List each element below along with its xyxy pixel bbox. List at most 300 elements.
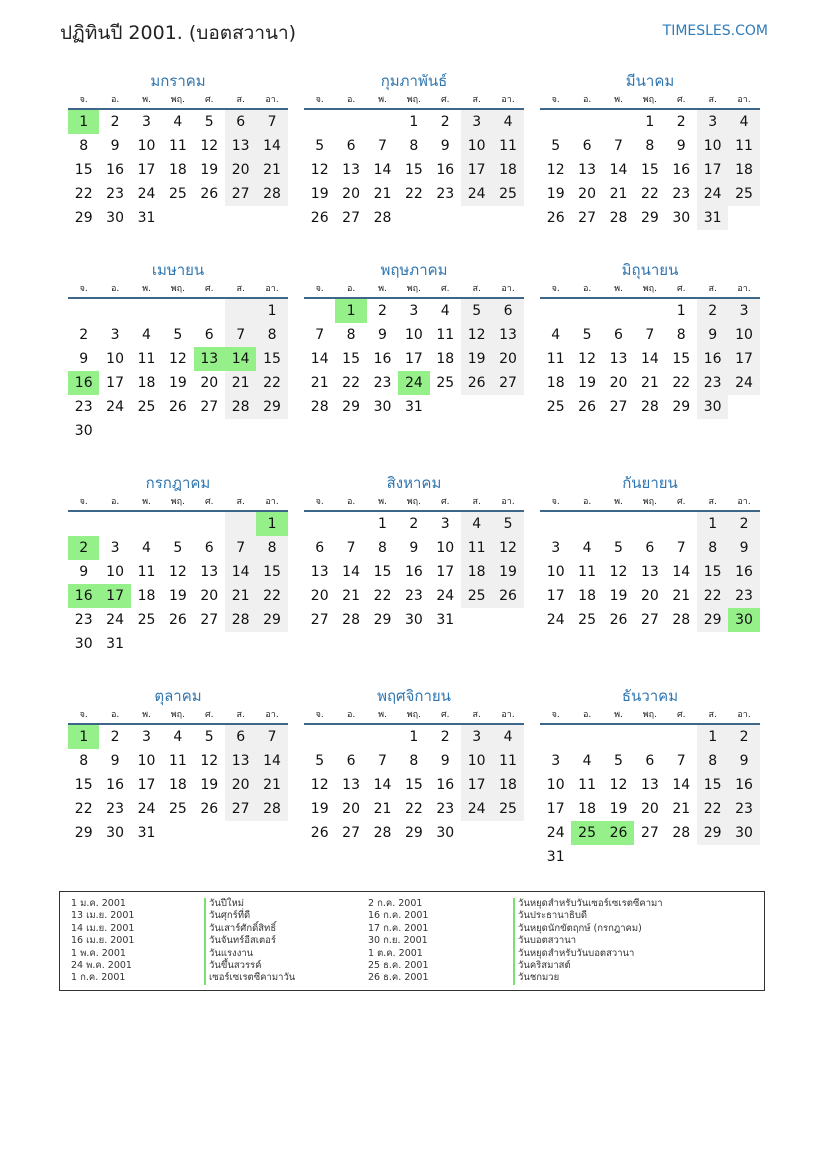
day-cell: 4	[142, 540, 151, 556]
weekday-label: จ.	[79, 497, 88, 507]
day-cell: 27	[342, 825, 360, 841]
weekday-label: อา.	[737, 284, 751, 294]
day-cell: 17	[697, 158, 728, 182]
day-cell: 1	[409, 729, 419, 745]
day-cell: 25	[168, 801, 187, 817]
day-cell: 12	[168, 564, 187, 580]
legend-holiday-name: วันปีใหม่	[204, 898, 295, 910]
month-title: กันยายน	[622, 474, 678, 492]
day-cell: 11	[728, 134, 759, 158]
day-cell: 24	[546, 612, 565, 628]
day-cell: 17	[137, 777, 156, 793]
day-cell: 9	[110, 138, 120, 154]
day-cell: 4	[492, 725, 523, 749]
day-cell: 14	[310, 351, 329, 367]
weekday-label: จ.	[315, 284, 324, 294]
day-grid	[540, 110, 760, 230]
empty-day-cell	[162, 821, 193, 845]
day-cell: 16	[373, 351, 392, 367]
day-cell: 29	[640, 210, 659, 226]
weekday-label: ศ.	[440, 284, 450, 294]
day-cell: 19	[578, 375, 596, 391]
day-cell: 3	[697, 110, 728, 134]
day-cell: 1	[256, 512, 287, 536]
day-cell: 8	[79, 753, 89, 769]
empty-day-cell	[194, 512, 225, 536]
day-cell: 12	[609, 564, 628, 580]
day-cell: 27	[640, 825, 659, 841]
weekday-label: พ.	[614, 95, 623, 105]
day-cell: 10	[461, 749, 492, 773]
day-cell: 23	[436, 801, 455, 817]
day-cell: 20	[640, 801, 659, 817]
month-block	[68, 472, 288, 656]
day-cell: 24	[728, 371, 759, 395]
legend-holiday-name: วันประธานาธิบดี	[513, 910, 663, 922]
day-cell: 22	[342, 375, 360, 391]
empty-day-cell	[99, 299, 130, 323]
day-cell: 1	[68, 725, 99, 749]
day-cell: 2	[728, 725, 759, 749]
empty-day-cell	[162, 632, 193, 656]
day-cell: 24	[546, 825, 565, 841]
day-cell: 9	[378, 327, 387, 343]
weekday-label: จ.	[551, 284, 560, 294]
weekday-label: ส.	[236, 710, 245, 720]
month-title: กรกฎาคม	[145, 474, 211, 492]
day-cell: 27	[200, 399, 219, 415]
day-cell: 12	[546, 162, 565, 178]
empty-day-cell	[492, 821, 523, 845]
empty-day-cell	[728, 845, 759, 869]
weekday-label: อ.	[582, 497, 592, 507]
day-cell: 8	[409, 138, 419, 154]
weekday-label: พ.	[378, 497, 387, 507]
empty-day-cell	[603, 299, 634, 323]
day-cell: 18	[168, 162, 187, 178]
day-cell: 25	[492, 797, 523, 821]
day-cell: 19	[310, 186, 329, 202]
day-cell: 14	[373, 777, 392, 793]
day-cell: 16	[728, 773, 759, 797]
holiday-legend	[59, 891, 765, 991]
empty-day-cell	[225, 821, 256, 845]
day-cell: 27	[225, 797, 256, 821]
day-cell: 15	[373, 564, 392, 580]
day-cell: 6	[645, 540, 655, 556]
legend-date: 1 ม.ค. 2001	[71, 898, 126, 909]
empty-day-cell	[603, 512, 634, 536]
day-cell: 18	[137, 588, 156, 604]
day-cell: 7	[256, 725, 287, 749]
day-cell: 10	[404, 327, 423, 343]
day-cell: 4	[582, 540, 592, 556]
day-cell: 23	[404, 588, 423, 604]
empty-day-cell	[68, 299, 99, 323]
weekday-label: ศ.	[676, 710, 686, 720]
site-link[interactable]: TIMESLES.COM	[662, 23, 768, 39]
day-grid	[304, 110, 524, 230]
day-cell: 23	[697, 371, 728, 395]
day-cell: 16	[697, 347, 728, 371]
day-cell: 9	[728, 749, 759, 773]
empty-day-cell	[492, 395, 523, 419]
weekday-label: อ.	[346, 497, 356, 507]
month-block	[540, 685, 760, 869]
day-cell: 18	[728, 158, 759, 182]
day-cell: 13	[640, 777, 659, 793]
day-cell: 10	[137, 753, 156, 769]
day-cell: 25	[137, 399, 156, 415]
day-cell: 29	[672, 399, 691, 415]
empty-day-cell	[131, 299, 162, 323]
day-cell: 2	[68, 536, 99, 560]
day-cell: 10	[546, 564, 565, 580]
day-cell: 29	[256, 608, 287, 632]
weekday-label: ศ.	[676, 497, 686, 507]
empty-day-cell	[256, 419, 287, 443]
day-cell: 26	[310, 825, 329, 841]
day-cell: 6	[204, 327, 214, 343]
day-cell: 5	[492, 512, 523, 536]
day-cell: 22	[697, 584, 728, 608]
day-cell: 29	[342, 399, 360, 415]
weekday-label: ส.	[708, 497, 717, 507]
legend-holiday-name: เซอร์เซเรตซีคามาวัน	[204, 972, 295, 984]
legend-holiday-name: วันแรงงาน	[204, 948, 295, 960]
day-cell: 23	[728, 584, 759, 608]
day-cell: 1	[676, 303, 686, 319]
day-cell: 27	[578, 210, 596, 226]
day-cell: 9	[440, 753, 450, 769]
day-cell: 6	[225, 110, 256, 134]
day-cell: 15	[640, 162, 659, 178]
empty-day-cell	[194, 419, 225, 443]
month-title: ตุลาคม	[154, 687, 202, 705]
empty-day-cell	[131, 632, 162, 656]
day-cell: 19	[200, 777, 219, 793]
day-cell: 31	[137, 825, 156, 841]
day-cell: 21	[225, 584, 256, 608]
day-cell: 22	[373, 588, 392, 604]
month-title: พฤศจิกายน	[377, 687, 451, 705]
day-cell: 11	[546, 351, 565, 367]
day-cell: 3	[142, 729, 151, 745]
day-cell: 1	[645, 114, 655, 130]
day-cell: 1	[68, 110, 99, 134]
day-cell: 28	[609, 210, 628, 226]
month-title: มกราคม	[150, 72, 206, 90]
empty-day-cell	[335, 512, 366, 536]
day-cell: 7	[256, 110, 287, 134]
day-cell: 11	[461, 536, 492, 560]
day-cell: 31	[546, 849, 565, 865]
empty-day-cell	[461, 608, 492, 632]
day-cell: 10	[137, 138, 156, 154]
weekday-label: อ.	[110, 95, 120, 105]
weekday-label: จ.	[315, 497, 324, 507]
day-cell: 22	[404, 801, 423, 817]
day-cell: 11	[168, 753, 187, 769]
day-cell: 23	[728, 797, 759, 821]
day-cell: 3	[461, 110, 492, 134]
day-cell: 10	[697, 134, 728, 158]
weekday-label: อา.	[501, 497, 515, 507]
legend-date: 17 ก.ค. 2001	[368, 922, 429, 934]
day-cell: 2	[110, 729, 120, 745]
day-cell: 27	[200, 612, 219, 628]
day-cell: 17	[461, 158, 492, 182]
day-cell: 2	[697, 299, 728, 323]
day-cell: 16	[68, 584, 99, 608]
day-cell: 3	[440, 516, 450, 532]
day-cell: 15	[672, 351, 691, 367]
day-cell: 17	[436, 564, 455, 580]
weekday-label: จ.	[551, 710, 560, 720]
day-cell: 12	[310, 777, 329, 793]
day-cell: 23	[373, 375, 392, 391]
empty-day-cell	[194, 632, 225, 656]
day-cell: 6	[492, 299, 523, 323]
day-cell: 3	[110, 327, 120, 343]
legend-date: 26 ธ.ค. 2001	[368, 972, 429, 984]
day-cell: 19	[609, 801, 628, 817]
day-cell: 13	[225, 749, 256, 773]
day-cell: 20	[640, 588, 659, 604]
empty-day-cell	[68, 512, 99, 536]
day-cell: 2	[79, 327, 89, 343]
legend-holiday-name: วันหยุดนักขัตฤกษ์ (กรกฎาคม)	[513, 923, 663, 935]
weekday-label: ส.	[236, 497, 245, 507]
weekday-label: ส.	[472, 284, 481, 294]
day-cell: 24	[106, 399, 124, 415]
legend-date: 13 เม.ย. 2001	[71, 910, 135, 922]
weekday-label: ส.	[236, 284, 245, 294]
legend-date: 14 เม.ย. 2001	[71, 922, 135, 934]
day-cell: 2	[110, 114, 120, 130]
empty-day-cell	[540, 299, 571, 323]
day-grid	[540, 299, 760, 419]
empty-day-cell	[99, 419, 130, 443]
day-cell: 21	[373, 801, 392, 817]
day-cell: 15	[404, 777, 423, 793]
month-title: เมษายน	[151, 261, 205, 279]
day-cell: 8	[645, 138, 655, 154]
empty-day-cell	[634, 512, 665, 536]
day-cell: 2	[440, 729, 450, 745]
weekday-label: พฤ.	[642, 95, 657, 105]
weekday-label: ศ.	[440, 710, 450, 720]
day-cell: 31	[137, 210, 156, 226]
day-cell: 9	[728, 536, 759, 560]
day-cell: 17	[728, 347, 759, 371]
day-cell: 24	[436, 588, 455, 604]
empty-day-cell	[304, 725, 335, 749]
day-cell: 22	[697, 797, 728, 821]
empty-day-cell	[304, 299, 335, 323]
legend-holiday-name: วันขึ้นสวรรค์	[204, 960, 295, 972]
day-cell: 18	[436, 351, 455, 367]
day-cell: 24	[398, 371, 429, 395]
day-cell: 29	[697, 821, 728, 845]
day-cell: 3	[461, 725, 492, 749]
empty-day-cell	[571, 725, 602, 749]
day-cell: 18	[578, 801, 596, 817]
day-cell: 4	[142, 327, 151, 343]
weekday-label: อ.	[582, 710, 592, 720]
day-cell: 26	[546, 210, 565, 226]
day-cell: 5	[315, 753, 325, 769]
weekday-header	[68, 281, 288, 299]
day-cell: 20	[200, 375, 219, 391]
day-cell: 13	[194, 347, 225, 371]
day-cell: 27	[342, 210, 360, 226]
day-cell: 28	[256, 797, 287, 821]
day-cell: 1	[256, 299, 287, 323]
day-cell: 6	[645, 753, 655, 769]
day-cell: 30	[106, 210, 124, 226]
day-cell: 30	[373, 399, 392, 415]
empty-day-cell	[162, 512, 193, 536]
empty-day-cell	[256, 206, 287, 230]
empty-day-cell	[99, 512, 130, 536]
weekday-label: พฤ.	[170, 284, 185, 294]
empty-day-cell	[492, 608, 523, 632]
day-cell: 24	[137, 186, 156, 202]
day-cell: 15	[256, 560, 287, 584]
day-cell: 26	[200, 801, 219, 817]
empty-day-cell	[430, 395, 461, 419]
day-cell: 25	[461, 584, 492, 608]
day-cell: 8	[409, 753, 419, 769]
day-cell: 1	[378, 516, 387, 532]
day-cell: 5	[551, 138, 561, 154]
legend-date: 24 พ.ค. 2001	[71, 959, 132, 971]
day-cell: 6	[204, 540, 214, 556]
weekday-header	[68, 494, 288, 512]
weekday-label: พฤ.	[642, 710, 657, 720]
month-title: มิถุนายน	[621, 261, 679, 279]
day-cell: 28	[310, 399, 329, 415]
weekday-label: ศ.	[204, 497, 214, 507]
day-cell: 27	[492, 371, 523, 395]
day-cell: 2	[378, 303, 387, 319]
day-cell: 17	[546, 801, 565, 817]
day-cell: 11	[578, 564, 596, 580]
day-cell: 28	[342, 612, 360, 628]
weekday-label: อ.	[582, 95, 592, 105]
day-cell: 19	[492, 560, 523, 584]
weekday-label: พฤ.	[406, 710, 421, 720]
empty-day-cell	[666, 845, 697, 869]
day-cell: 15	[404, 162, 423, 178]
day-cell: 16	[106, 777, 124, 793]
weekday-label: ศ.	[204, 95, 214, 105]
day-cell: 2	[440, 114, 450, 130]
empty-day-cell	[571, 299, 602, 323]
day-cell: 26	[603, 821, 634, 845]
day-cell: 28	[256, 182, 287, 206]
weekday-label: อ.	[110, 284, 120, 294]
weekday-label: ส.	[472, 497, 481, 507]
empty-day-cell	[571, 110, 602, 134]
day-cell: 7	[346, 540, 356, 556]
day-cell: 21	[256, 773, 287, 797]
month-block	[304, 685, 524, 845]
legend-holiday-name: วันคริสมาสต์	[513, 960, 663, 972]
day-cell: 28	[225, 395, 256, 419]
day-cell: 11	[492, 749, 523, 773]
weekday-label: อา.	[501, 710, 515, 720]
day-cell: 10	[106, 564, 124, 580]
day-cell: 16	[404, 564, 423, 580]
day-cell: 21	[609, 186, 628, 202]
day-cell: 21	[225, 371, 256, 395]
day-cell: 16	[728, 560, 759, 584]
weekday-label: พ.	[142, 95, 151, 105]
month-title: พฤษภาคม	[380, 261, 448, 279]
day-cell: 16	[68, 371, 99, 395]
day-cell: 27	[310, 612, 329, 628]
weekday-label: จ.	[315, 95, 324, 105]
day-cell: 9	[697, 323, 728, 347]
day-cell: 22	[256, 584, 287, 608]
day-cell: 14	[256, 134, 287, 158]
weekday-label: พฤ.	[170, 497, 185, 507]
weekday-header	[540, 707, 760, 725]
legend-holiday-name: วันบอตสวานา	[513, 935, 663, 947]
weekday-label: อา.	[265, 710, 279, 720]
day-cell: 17	[99, 584, 130, 608]
day-cell: 26	[310, 210, 329, 226]
day-cell: 18	[137, 375, 156, 391]
day-cell: 12	[200, 138, 219, 154]
weekday-label: อา.	[737, 497, 751, 507]
day-grid	[68, 110, 288, 230]
day-cell: 3	[551, 540, 561, 556]
empty-day-cell	[225, 206, 256, 230]
day-cell: 3	[409, 303, 419, 319]
day-cell: 30	[404, 612, 423, 628]
day-cell: 18	[461, 560, 492, 584]
empty-day-cell	[194, 206, 225, 230]
day-cell: 26	[492, 584, 523, 608]
empty-day-cell	[603, 110, 634, 134]
day-cell: 7	[645, 327, 655, 343]
weekday-label: พ.	[142, 284, 151, 294]
day-cell: 16	[436, 162, 455, 178]
day-cell: 18	[578, 588, 596, 604]
day-cell: 12	[578, 351, 596, 367]
day-cell: 19	[168, 588, 187, 604]
day-cell: 4	[728, 110, 759, 134]
empty-day-cell	[634, 725, 665, 749]
day-cell: 18	[492, 773, 523, 797]
day-cell: 21	[373, 186, 392, 202]
day-cell: 13	[609, 351, 628, 367]
day-grid	[304, 299, 524, 419]
day-cell: 19	[310, 801, 329, 817]
day-cell: 22	[672, 375, 691, 391]
day-cell: 10	[546, 777, 565, 793]
month-block	[68, 685, 288, 845]
day-cell: 22	[640, 186, 659, 202]
day-cell: 20	[578, 186, 596, 202]
day-cell: 6	[346, 138, 356, 154]
day-cell: 7	[225, 323, 256, 347]
day-cell: 28	[225, 608, 256, 632]
day-cell: 18	[168, 777, 187, 793]
